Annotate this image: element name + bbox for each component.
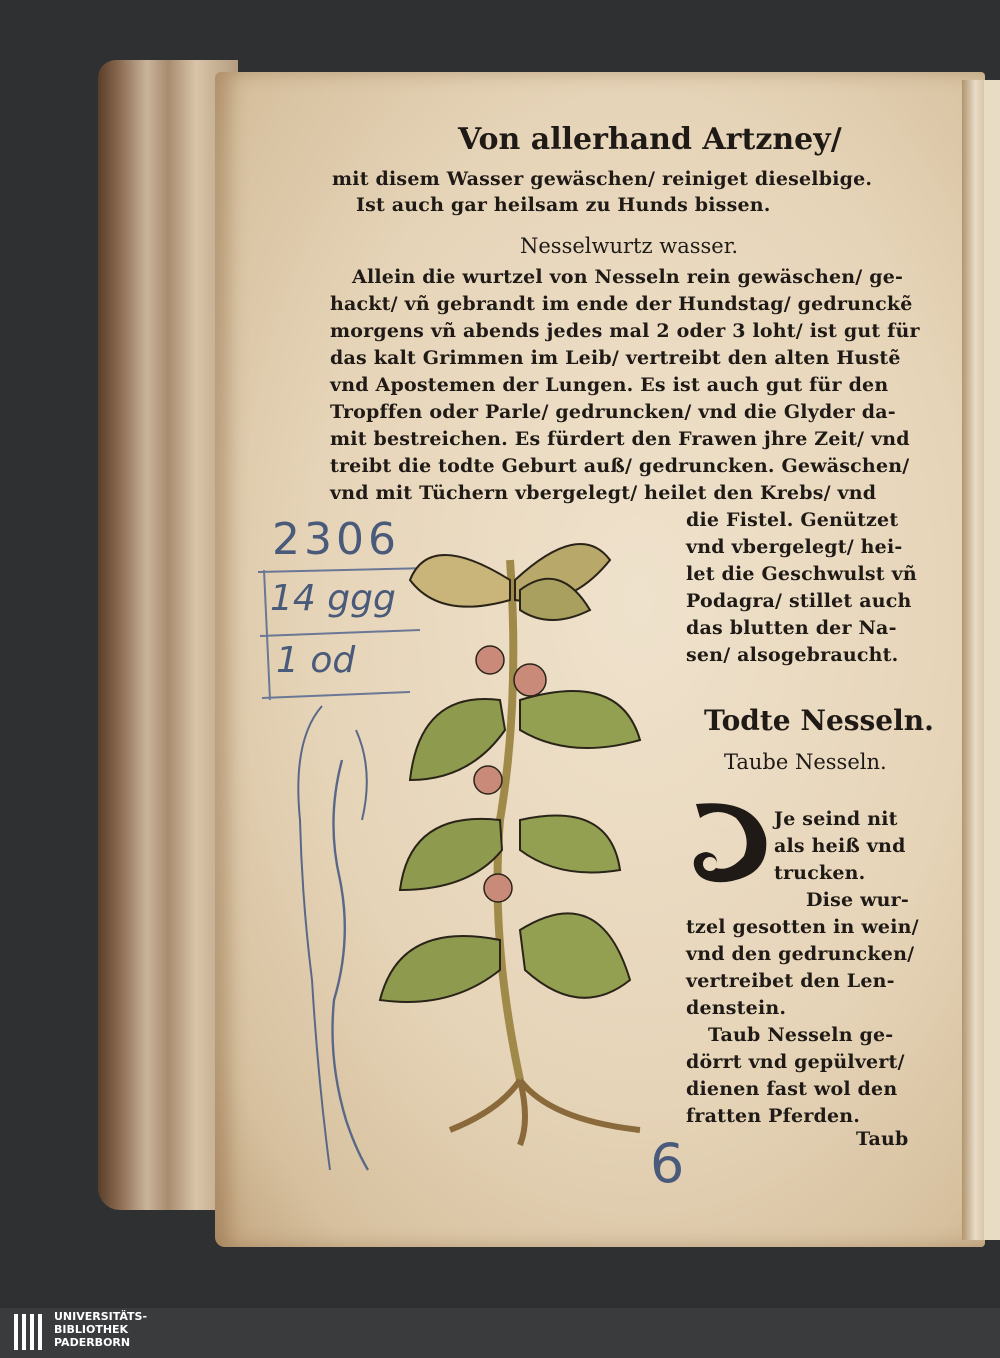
section1-line: vnd Apostemen der Lungen. Es ist auch gut für den xyxy=(330,374,889,396)
section1-right-line: das blutten der Na- xyxy=(686,617,897,639)
section1-line: vnd mit Tüchern vbergelegt/ heilet den Krebs/ vnd xyxy=(330,482,877,504)
section2-line: Dise wur- xyxy=(806,889,909,911)
facing-page-edge xyxy=(984,80,1000,1240)
section1-line: Allein die wurtzel von Nesseln rein gewäschen/ ge- xyxy=(352,266,904,288)
section1-right-line: let die Geschwulst vñ xyxy=(686,563,917,585)
shelfmark-annotation: 14 ggg xyxy=(270,578,396,619)
section1-line: treibt die todte Geburt auß/ gedruncken. Gewäschen/ xyxy=(330,455,910,477)
library-name xyxy=(54,1310,147,1349)
section1-right-line: vnd vbergelegt/ hei- xyxy=(686,536,903,558)
section1-line: Tropffen oder Parle/ gedruncken/ vnd die Glyder da- xyxy=(330,401,896,423)
page-number: 6 xyxy=(650,1132,685,1195)
section2-line: als heiß vnd xyxy=(774,835,906,857)
section1-line: hackt/ vñ gebrandt im ende der Hundstag/ gedrunckẽ xyxy=(330,293,913,315)
section2-line: vnd den gedruncken/ xyxy=(686,943,915,965)
section2-line: trucken. xyxy=(774,862,866,884)
section2-line: vertreibet den Len- xyxy=(686,970,895,992)
shelfmark-annotation: 1 od xyxy=(276,640,356,681)
section2-line: denstein. xyxy=(686,997,787,1019)
library-name-line: UNIVERSITÄTS- xyxy=(54,1310,148,1323)
dead-nettle-woodcut-illustration xyxy=(370,520,670,1150)
library-name-line: BIBLIOTHEK xyxy=(54,1323,129,1336)
shelfmark-annotation: 2306 xyxy=(272,514,400,565)
section-title-nesselwurtz: Nesselwurtz wasser. xyxy=(520,234,739,258)
section-subtitle-taube-nesseln: Taube Nesseln. xyxy=(724,750,887,774)
decorated-initial-d-icon xyxy=(686,796,772,886)
section2-line: dienen fast wol den xyxy=(686,1078,898,1100)
section1-right-line: die Fistel. Genützet xyxy=(686,509,899,531)
university-library-logo-icon xyxy=(12,1310,46,1354)
catchword: Taub xyxy=(856,1128,909,1150)
section2-line: tzel gesotten in wein/ xyxy=(686,916,919,938)
section-title-todte-nesseln: Todte Nesseln. xyxy=(704,704,934,737)
intro-line-1: mit disem Wasser gewäschen/ reiniget dieselbige. xyxy=(332,168,873,190)
book-gutter xyxy=(962,80,984,1240)
section2-line: Taub Nesseln ge- xyxy=(708,1024,894,1046)
section2-line: dörrt vnd gepülvert/ xyxy=(686,1051,905,1073)
section1-line: das kalt Grimmen im Leib/ vertreibt den alten Hustẽ xyxy=(330,347,901,369)
section1-line: mit bestreichen. Es fürdert den Frawen jhre Zeit/ vnd xyxy=(330,428,910,450)
library-footer-bar xyxy=(0,1308,1000,1358)
page-header: Von allerhand Artzney/ xyxy=(458,122,842,157)
section1-line: morgens vñ abends jedes mal 2 oder 3 loht/ ist gut für xyxy=(330,320,920,342)
section1-right-line: sen/ alsogebraucht. xyxy=(686,644,899,666)
section1-right-line: Podagra/ stillet auch xyxy=(686,590,912,612)
intro-line-2: Ist auch gar heilsam zu Hunds bissen. xyxy=(356,194,771,216)
library-name-line: PADERBORN xyxy=(54,1336,131,1349)
section2-line: Je seind nit xyxy=(774,808,898,830)
section2-line: fratten Pferden. xyxy=(686,1105,861,1127)
